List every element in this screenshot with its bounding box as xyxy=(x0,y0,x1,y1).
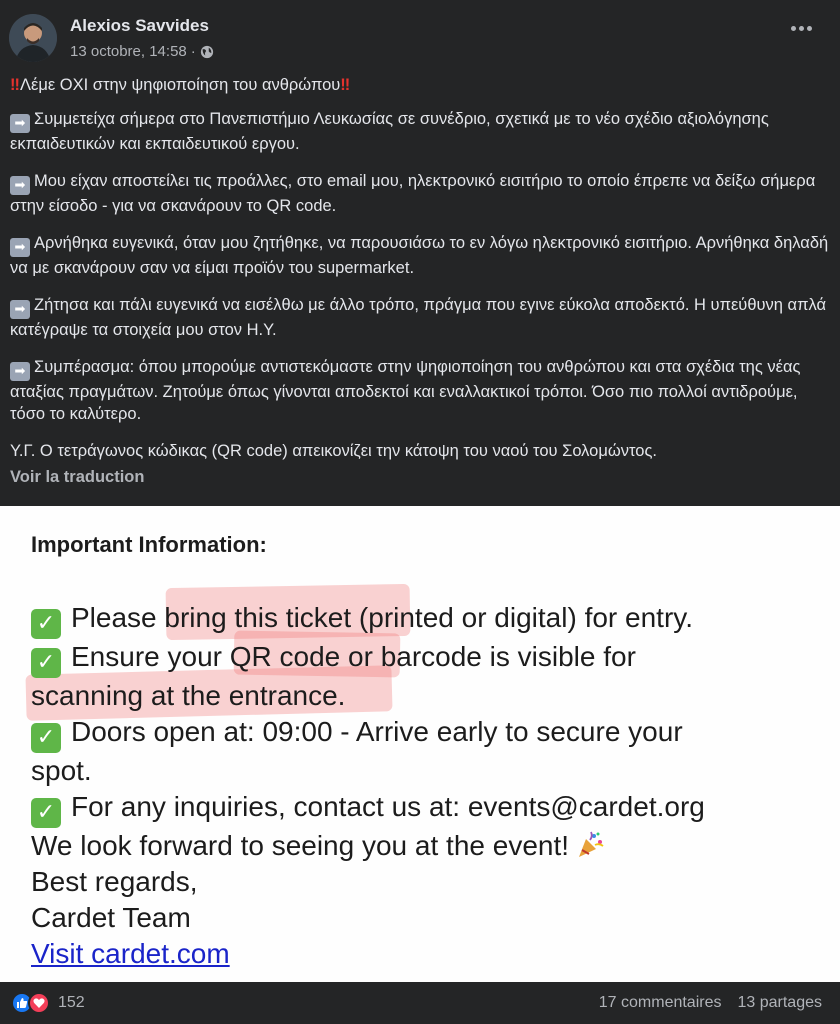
image-line: Best regards, xyxy=(31,866,198,897)
post-meta xyxy=(70,43,214,60)
avatar[interactable] xyxy=(9,14,57,62)
paragraph-text: Συμμετείχα σήμερα στο Πανεπιστήμιο Λευκωσίας σε συνέδριο, σχετικά με το νέο σχέδιο αξιολόγησης εκπαιδευτικών και εκπαιδευτικού εργου. xyxy=(10,110,769,153)
post-ps: Υ.Γ. Ο τετράγωνος κώδικας (QR code) απεικονίζει την κάτοψη του ναού του Σολομώντος. xyxy=(10,442,657,460)
post-body xyxy=(10,74,830,477)
image-line: ✓ For any inquiries, contact us at: events@cardet.org xyxy=(31,789,821,828)
post-date[interactable]: 13 octobre, 14:58 xyxy=(70,43,187,60)
check-mark-icon: ✓ xyxy=(31,723,61,753)
right-arrow-icon: ➡ xyxy=(10,300,30,319)
post-footer xyxy=(0,982,840,1024)
image-line: ✓ Doors open at: 09:00 - Arrive early to secure your xyxy=(31,714,821,753)
image-line: ✓ Please bring this ticket (printed or digital) for entry. xyxy=(31,600,821,639)
right-arrow-icon: ➡ xyxy=(10,238,30,257)
shares-count-link[interactable]: 13 partages xyxy=(737,994,822,1011)
right-arrow-icon: ➡ xyxy=(10,176,30,195)
check-mark-icon: ✓ xyxy=(31,648,61,678)
right-arrow-icon: ➡ xyxy=(10,114,30,133)
post-paragraph xyxy=(10,294,830,341)
party-popper-icon xyxy=(575,830,605,860)
engagement-stats xyxy=(599,994,822,1012)
see-translation-link[interactable]: Voir la traduction xyxy=(10,468,145,486)
globe-icon xyxy=(200,45,214,59)
check-mark-icon: ✓ xyxy=(31,609,61,639)
image-line: Cardet Team xyxy=(31,902,191,933)
post-title: Λέμε ΟΧΙ στην ψηφιοποίηση του ανθρώπου xyxy=(19,76,341,94)
post-header xyxy=(0,0,840,70)
right-arrow-icon: ➡ xyxy=(10,362,30,381)
paragraph-text: Συμπέρασμα: όπου μπορούμε αντιστεκόμαστε στην ψηφιοποίηση του ανθρώπου και στα σχέδια της νέας αταξίας πραγμάτων. Ζητούμε όπως γίνονται αποδεκτοί και εναλλακτικοί τρόποι. Όσο πιο πολλοί αντιδρούμε, τόσο το καλύτερο. xyxy=(10,358,801,423)
paragraph-text: Μου είχαν αποστείλει τις προάλλες, στο email μου, ηλεκτρονικό εισιτήριο το οποίο έπρεπε να δείξω σήμερα στην είσοδο - για να σκανάρουν το QR code. xyxy=(10,172,816,215)
post-paragraph xyxy=(10,356,830,425)
love-reaction-icon xyxy=(28,992,50,1014)
image-text xyxy=(31,600,821,972)
author-name[interactable]: Alexios Savvides xyxy=(70,16,209,35)
image-line: ✓ Ensure your QR code or barcode is visible for xyxy=(31,639,821,678)
paragraph-text: Ζήτησα και πάλι ευγενικά να εισέλθω με άλλο τρόπο, πράγμα που εγινε εύκολα αποδεκτό. Η υπεύθυνη απλά κατέγραψε τα στοιχεία μου στον Η.Υ. xyxy=(10,296,826,339)
double-exclamation-icon: ‼ xyxy=(10,76,20,94)
image-line: scanning at the entrance. xyxy=(31,680,346,711)
post-paragraph xyxy=(10,232,830,279)
double-exclamation-icon: ‼ xyxy=(340,76,351,94)
paragraph-text: Αρνήθηκα ευγενικά, όταν μου ζητήθηκε, να παρουσιάσω το εν λόγω ηλεκτρονικό εισιτήριο. Αρνήθηκα δηλαδή να με σκανάρουν σαν να είμαι προϊόν του supermarket. xyxy=(10,234,829,277)
post-image[interactable] xyxy=(0,506,840,982)
post-paragraph xyxy=(10,170,830,217)
more-options-icon[interactable] xyxy=(791,26,812,31)
check-mark-icon: ✓ xyxy=(31,798,61,828)
reaction-count: 152 xyxy=(58,994,85,1011)
post-title-line xyxy=(10,74,830,96)
post-paragraph xyxy=(10,108,830,155)
image-line: We look forward to seeing you at the event! xyxy=(31,828,821,864)
comments-count-link[interactable]: 17 commentaires xyxy=(598,994,722,1011)
image-line xyxy=(31,936,821,972)
visit-website-link[interactable]: Visit cardet.com xyxy=(31,938,230,969)
reactions-summary[interactable] xyxy=(11,992,85,1014)
meta-separator: · xyxy=(190,43,196,60)
image-title: Important Information: xyxy=(31,532,267,557)
image-line: spot. xyxy=(31,755,92,786)
